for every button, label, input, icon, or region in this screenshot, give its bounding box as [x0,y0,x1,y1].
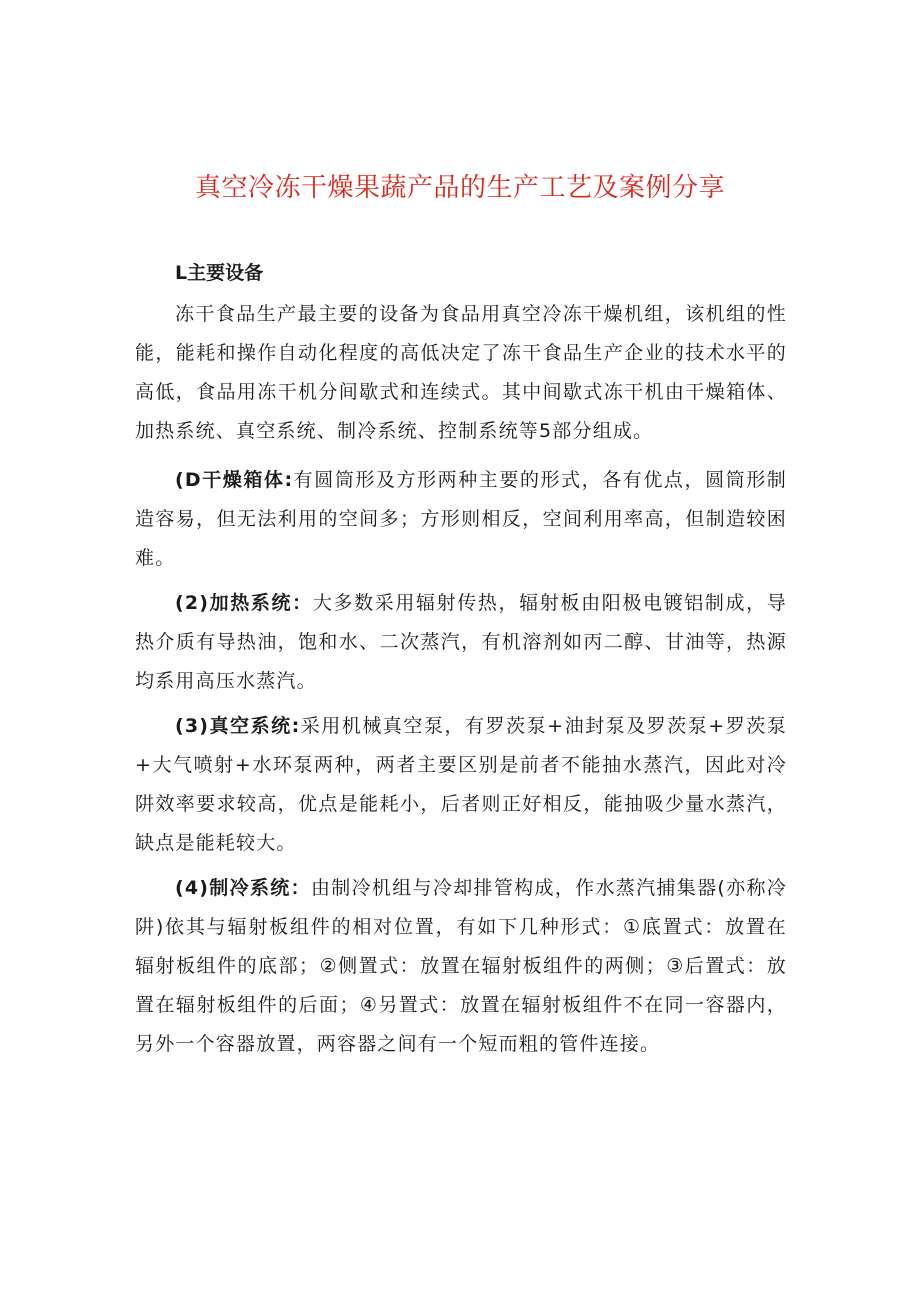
item-lead: (D干燥箱体: [175,469,294,491]
item-text: 大多数采用辐射传热，辐射板由阳极电镀铝制成，导热介质有导热油，饱和水、二次蒸汽，有机溶剂如丙二醇、甘油等，热源均系用高压水蒸汽。 [135,592,787,692]
item-lead: (3)真空系统: [175,715,301,737]
document-body [135,255,787,1070]
item-lead: (2)加热系统： [175,592,313,614]
item-vacuum-system [135,707,787,863]
section-heading: L主要设备 [175,262,264,284]
item-drying-chamber [135,461,787,578]
item-refrigeration-system [135,869,787,1064]
intro-paragraph: 冻干食品生产最主要的设备为食品用真空冷冻干燥机组，该机组的性能，能耗和操作自动化程度的高低决定了冻干食品生产企业的技术水平的高低，食品用冻干机分间歇式和连续式。其中间歇式冻干机由干燥箱体、加热系统、真空系统、制冷系统、控制系统等5部分组成。 [135,303,787,442]
item-text: 采用机械真空泵，有罗茨泵+油封泵及罗茨泵+罗茨泵+大气喷射+水环泵两种，两者主要区别是前者不能抽水蒸汽，因此对冷阱效率要求较高，优点是能耗小，后者则正好相反，能抽吸少量水蒸汽，缺点是能耗较大。 [135,715,787,854]
item-text: 有圆筒形及方形两种主要的形式，各有优点，圆筒形制造容易，但无法利用的空间多；方形则相反，空间利用率高，但制造较困难。 [135,469,787,569]
item-heating-system [135,584,787,701]
item-text: 由制冷机组与冷却排管构成，作水蒸汽捕集器(亦称冷阱)依其与辐射板组件的相对位置，有如下几种形式：①底置式：放置在辐射板组件的底部；②侧置式：放置在辐射板组件的两侧；③后置式：放置在辐射板组件的后面；④另置式：放置在辐射板组件不在同一容器内，另外一个容器放置，两容器之间有一个短而粗的管件连接。 [135,877,787,1055]
page-title: 真空冷冻干燥果蔬产品的生产工艺及案例分享 [194,173,725,203]
item-lead: (4)制冷系统： [175,877,311,899]
